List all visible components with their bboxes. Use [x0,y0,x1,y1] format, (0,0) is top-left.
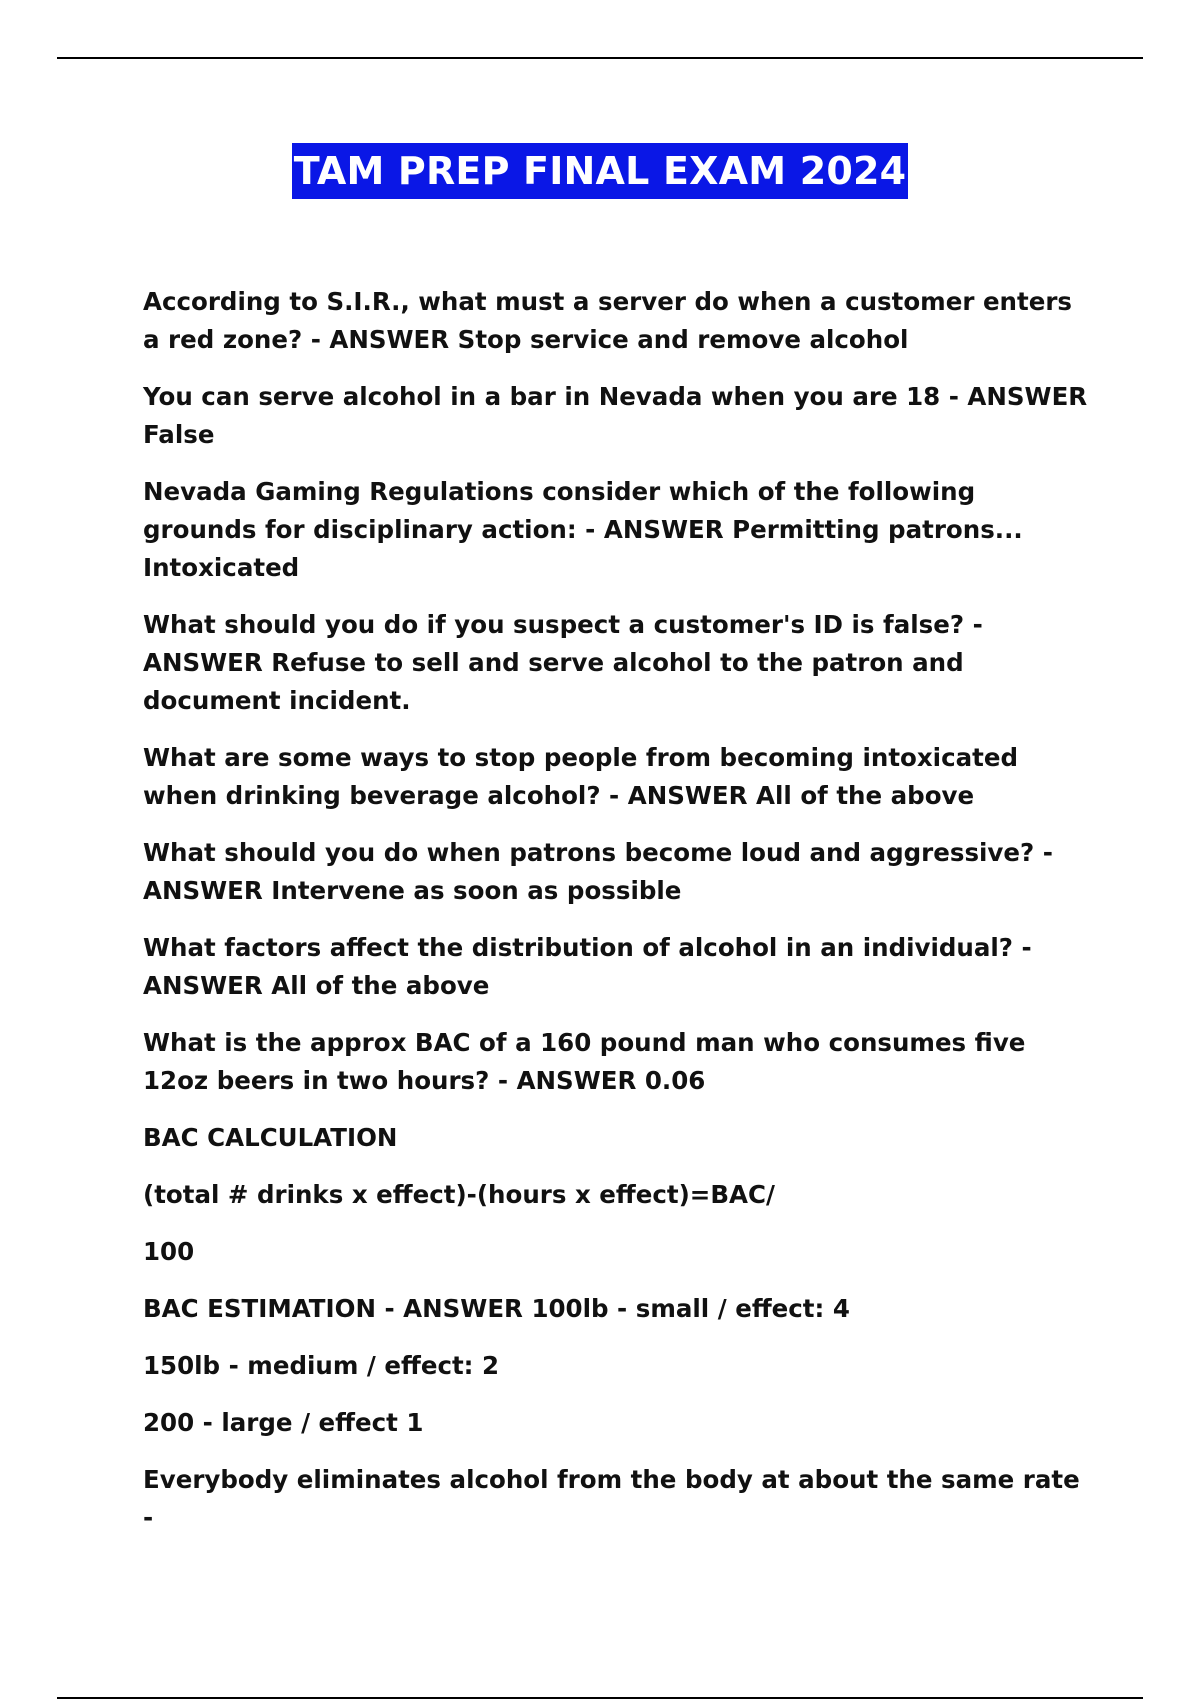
qa-paragraph: What should you do if you suspect a customer's ID is false? - ANSWER Refuse to sell and serve alcohol to the patron and document incident. [143,610,983,715]
qa-paragraph: What factors affect the distribution of alcohol in an individual? - ANSWER All of the above [143,933,1032,1000]
qa-paragraph: Nevada Gaming Regulations consider which of the following grounds for disciplinary action: - ANSWER Permitting patrons... Intoxicated [143,477,1023,582]
estimation-line: 200 - large / effect 1 [143,1408,424,1437]
formula-line: (total # drinks x effect)-(hours x effect)=BAC/ [143,1180,775,1209]
title-container [0,143,1200,199]
qa-paragraph: What is the approx BAC of a 160 pound man who consumes five 12oz beers in two hours? - ANSWER 0.06 [143,1028,1026,1095]
qa-paragraph: What should you do when patrons become loud and aggressive? - ANSWER Intervene as soon as possible [143,838,1053,905]
top-divider [57,57,1143,59]
qa-paragraph: According to S.I.R., what must a server do when a customer enters a red zone? - ANSWER Stop service and remove alcohol [143,287,1072,354]
document-body [143,283,1093,1556]
estimation-line: 150lb - medium / effect: 2 [143,1351,500,1380]
formula-line: 100 [143,1237,195,1266]
section-heading: BAC CALCULATION [143,1123,398,1152]
qa-paragraph: Everybody eliminates alcohol from the body at about the same rate - [143,1465,1080,1532]
qa-paragraph: You can serve alcohol in a bar in Nevada when you are 18 - ANSWER False [143,382,1088,449]
qa-paragraph: BAC ESTIMATION - ANSWER 100lb - small / effect: 4 [143,1294,850,1323]
qa-paragraph: What are some ways to stop people from becoming intoxicated when drinking beverage alcohol? - ANSWER All of the above [143,743,1019,810]
bottom-divider [57,1697,1143,1699]
document-title: TAM PREP FINAL EXAM 2024 [292,143,909,199]
